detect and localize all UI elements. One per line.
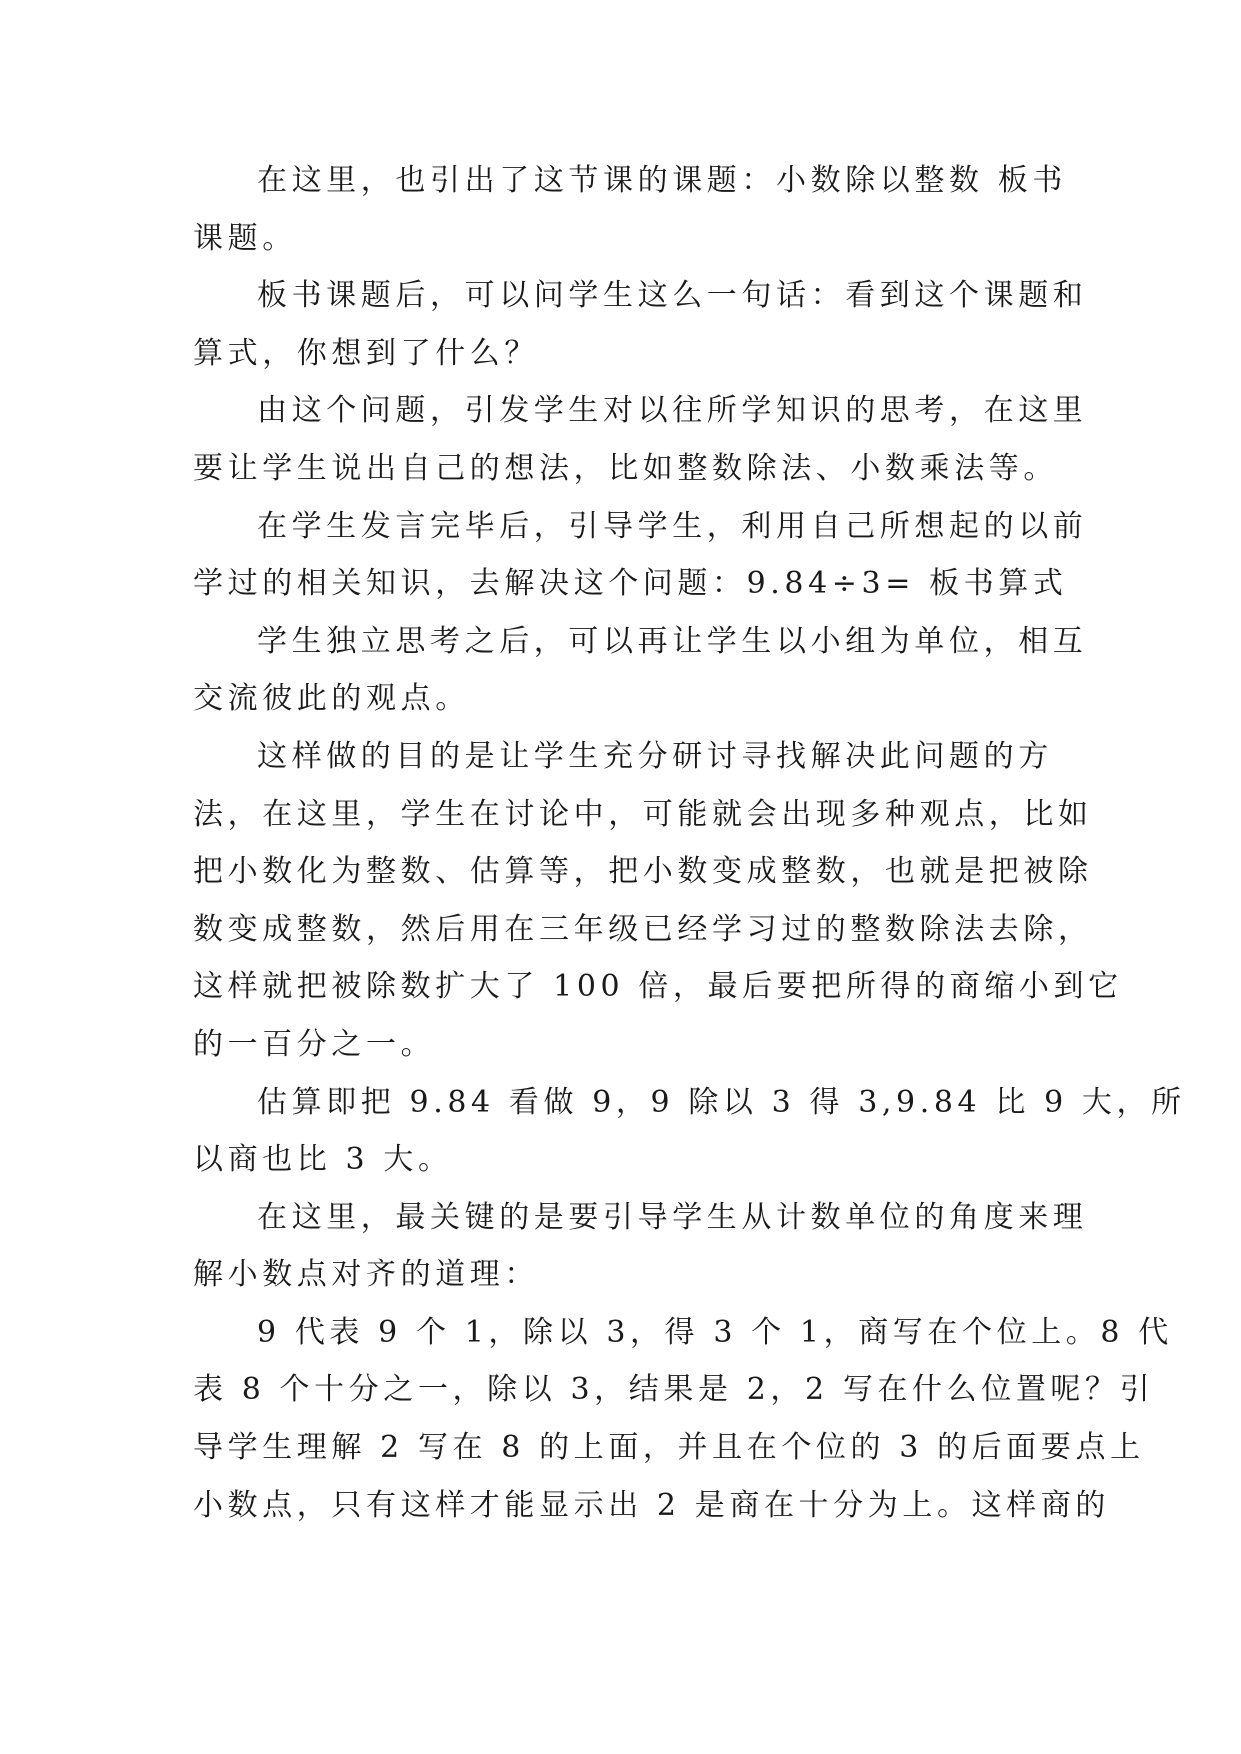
paragraph-line: 9 代表 9 个 1，除以 3，得 3 个 1，商写在个位上。8 代 [257, 1314, 1173, 1350]
paragraph-line: 这样做的目的是让学生充分研讨寻找解决此问题的方 [257, 738, 1053, 774]
paragraph-line: 由这个问题，引发学生对以往所学知识的思考，在这里 [257, 393, 1088, 429]
paragraph-question [193, 267, 1088, 382]
paragraph-line: 的一百分之一。 [193, 1026, 436, 1062]
paragraph-line: 导学生理解 2 写在 8 的上面，并且在个位的 3 的后面要点上 [193, 1430, 1145, 1466]
paragraph-line: 数变成整数，然后用在三年级已经学习过的整数除法去除， [193, 911, 1093, 947]
paragraph-line: 小数点，只有这样才能显示出 2 是商在十分为上。这样商的 [193, 1487, 1110, 1523]
paragraph-line: 法，在这里，学生在讨论中，可能就会出现多种观点，比如 [193, 796, 1093, 832]
paragraph-prior-knowledge [193, 382, 1088, 497]
paragraph-purpose [193, 728, 1123, 1074]
paragraph-key-point [193, 1189, 1088, 1304]
paragraph-line: 把小数化为整数、估算等，把小数变成整数，也就是把被除 [193, 854, 1093, 890]
paragraph-line: 课题。 [193, 220, 297, 256]
paragraph-lesson-title [193, 152, 1067, 267]
paragraph-line: 算式，你想到了什么？ [193, 335, 539, 371]
paragraph-line: 板书课题后，可以问学生这么一句话：看到这个课题和 [257, 278, 1088, 314]
paragraph-line: 在学生发言完毕后，引导学生，利用自己所想起的以前 [257, 508, 1088, 544]
paragraph-line: 学过的相关知识，去解决这个问题：9.84÷3= 板书算式 [193, 566, 1068, 602]
paragraph-line: 学生独立思考之后，可以再让学生以小组为单位，相互 [257, 623, 1088, 659]
paragraph-solve-problem [193, 498, 1088, 613]
paragraph-group-discussion [193, 613, 1088, 728]
paragraph-line: 表 8 个十分之一，除以 3，结果是 2，2 写在什么位置呢？引 [193, 1372, 1155, 1408]
paragraph-line: 在这里，也引出了这节课的课题：小数除以整数 板书 [257, 163, 1067, 198]
paragraph-line: 以商也比 3 大。 [193, 1142, 453, 1178]
document-body [193, 152, 1186, 1534]
paragraph-line: 这样就把被除数扩大了 100 倍，最后要把所得的商缩小到它 [193, 969, 1123, 1005]
paragraph-line: 要让学生说出自己的想法，比如整数除法、小数乘法等。 [193, 450, 1058, 486]
paragraph-place-value [193, 1304, 1173, 1534]
paragraph-line: 估算即把 9.84 看做 9，9 除以 3 得 3,9.84 比 9 大，所 [257, 1084, 1186, 1120]
paragraph-line: 在这里，最关键的是要引导学生从计数单位的角度来理 [257, 1199, 1088, 1235]
paragraph-line: 交流彼此的观点。 [193, 681, 470, 717]
paragraph-estimation [193, 1074, 1186, 1189]
paragraph-line: 解小数点对齐的道理： [193, 1257, 539, 1293]
